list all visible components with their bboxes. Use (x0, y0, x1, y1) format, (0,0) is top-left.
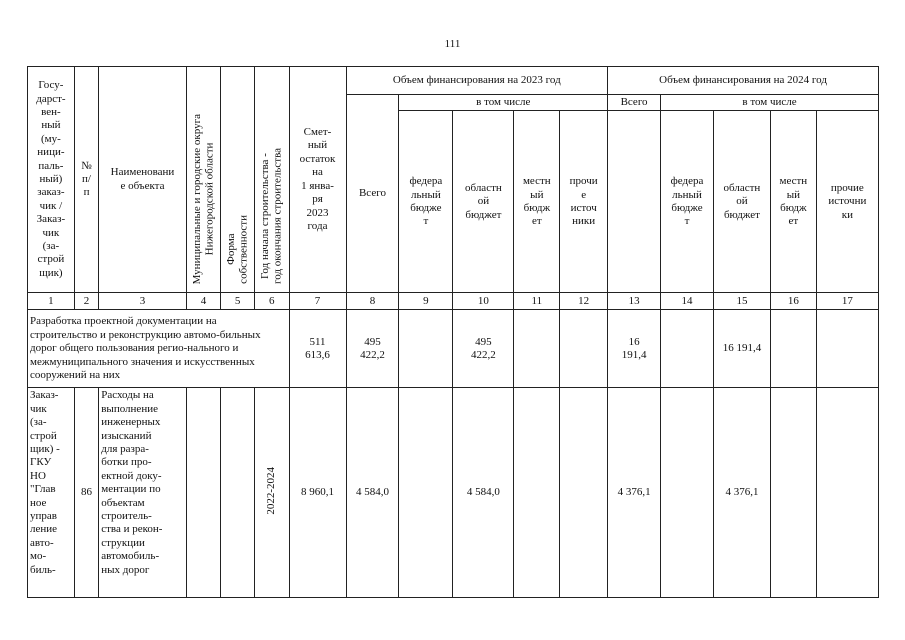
row-local-2023 (514, 388, 560, 598)
section-federal-2023 (399, 310, 453, 388)
row-object-name: Расходы на выполнение инженерных изысканий для разра- ботки про- ектной доку- ментации по объектам строитель- ства и рекон- струкции автомобиль- ных дорог (99, 388, 187, 598)
row-years: 2022-2024 (265, 466, 278, 515)
row-regional-2024: 4 376,1 (713, 388, 770, 598)
header-total-2023: Всего (346, 95, 399, 293)
section-total-2024: 16 191,4 (608, 310, 661, 388)
page-number: 111 (444, 38, 461, 50)
header-incl-2023: в том числе (399, 95, 608, 111)
col-number: 15 (713, 293, 770, 310)
financing-table (27, 66, 879, 598)
header-row-1 (28, 67, 879, 95)
col-number: 5 (221, 293, 255, 310)
col-number: 2 (74, 293, 98, 310)
col-number: 13 (608, 293, 661, 310)
section-title: Разработка проектной документации на строительство и реконструкцию автомо-бильных дорог общего пользования регио-нального и межмуниципального значения и искусственных сооружений на них (28, 310, 290, 388)
header-num: № п/ п (74, 67, 98, 293)
data-row (28, 388, 879, 598)
row-customer: Заказ- чик (за- строй щик) - ГКУ НО "Глав ное управ ление авто- мо- биль- (28, 388, 75, 598)
section-total-2023: 495 422,2 (346, 310, 399, 388)
header-municipal-cell (186, 67, 221, 293)
section-regional-2023: 495 422,2 (453, 310, 514, 388)
row-regional-2023: 4 584,0 (453, 388, 514, 598)
header-local-2023: местн ый бюдж ет (514, 111, 560, 293)
section-row (28, 310, 879, 388)
header-federal-2023: федера льный бюдже т (399, 111, 453, 293)
col-number: 7 (289, 293, 346, 310)
col-number: 3 (99, 293, 187, 310)
col-number: 1 (28, 293, 75, 310)
header-balance: Смет- ный остаток на 1 янва- ря 2023 года (289, 67, 346, 293)
header-federal-2024: федера льный бюдже т (661, 111, 714, 293)
row-other-2023 (560, 388, 608, 598)
header-local-2024: местн ый бюдж ет (770, 111, 816, 293)
column-number-row (28, 293, 879, 310)
section-balance: 511 613,6 (289, 310, 346, 388)
col-number: 6 (254, 293, 289, 310)
col-number: 4 (186, 293, 221, 310)
header-regional-2023: областн ой бюджет (453, 111, 514, 293)
header-other-2024: прочие источни ки (816, 111, 878, 293)
col-number: 8 (346, 293, 399, 310)
col-number: 11 (514, 293, 560, 310)
col-number: 14 (661, 293, 714, 310)
row-municipal (186, 388, 221, 598)
section-federal-2024 (661, 310, 714, 388)
header-object-name: Наименовани е объекта (99, 67, 187, 293)
section-regional-2024: 16 191,4 (713, 310, 770, 388)
row-federal-2024 (661, 388, 714, 598)
col-number: 17 (816, 293, 878, 310)
row-total-2024: 4 376,1 (608, 388, 661, 598)
header-total-2024: Всего (608, 95, 661, 111)
section-local-2023 (514, 310, 560, 388)
header-years: Год начала строительства - год окончания строительства (259, 148, 284, 284)
row-balance: 8 960,1 (289, 388, 346, 598)
row-years-cell (254, 388, 289, 598)
col-number: 9 (399, 293, 453, 310)
header-years-cell (254, 67, 289, 293)
col-number: 12 (560, 293, 608, 310)
header-fin-2023: Объем финансирования на 2023 год (346, 67, 608, 95)
row-total-2023: 4 584,0 (346, 388, 399, 598)
header-municipal: Муниципальные и городские округа Нижегородской области (190, 113, 216, 284)
section-other-2023 (560, 310, 608, 388)
header-ownership-cell (221, 67, 255, 293)
col-number: 16 (770, 293, 816, 310)
header-other-2023: прочи е источ ники (560, 111, 608, 293)
row-federal-2023 (399, 388, 453, 598)
header-regional-2024: областн ой бюджет (713, 111, 770, 293)
header-total-2024-blank (608, 111, 661, 293)
header-ownership: Форма собственности (224, 215, 250, 284)
header-fin-2024: Объем финансирования на 2024 год (608, 67, 879, 95)
col-number: 10 (453, 293, 514, 310)
header-incl-2024: в том числе (661, 95, 879, 111)
row-ownership (221, 388, 255, 598)
row-num: 86 (74, 388, 98, 598)
row-local-2024 (770, 388, 816, 598)
row-other-2024 (816, 388, 878, 598)
section-local-2024 (770, 310, 816, 388)
header-customer: Госу- дарст- вен- ный (му- ници- паль- ный) заказ- чик / Заказ- чик (за- строй щик) (28, 67, 75, 293)
section-other-2024 (816, 310, 878, 388)
